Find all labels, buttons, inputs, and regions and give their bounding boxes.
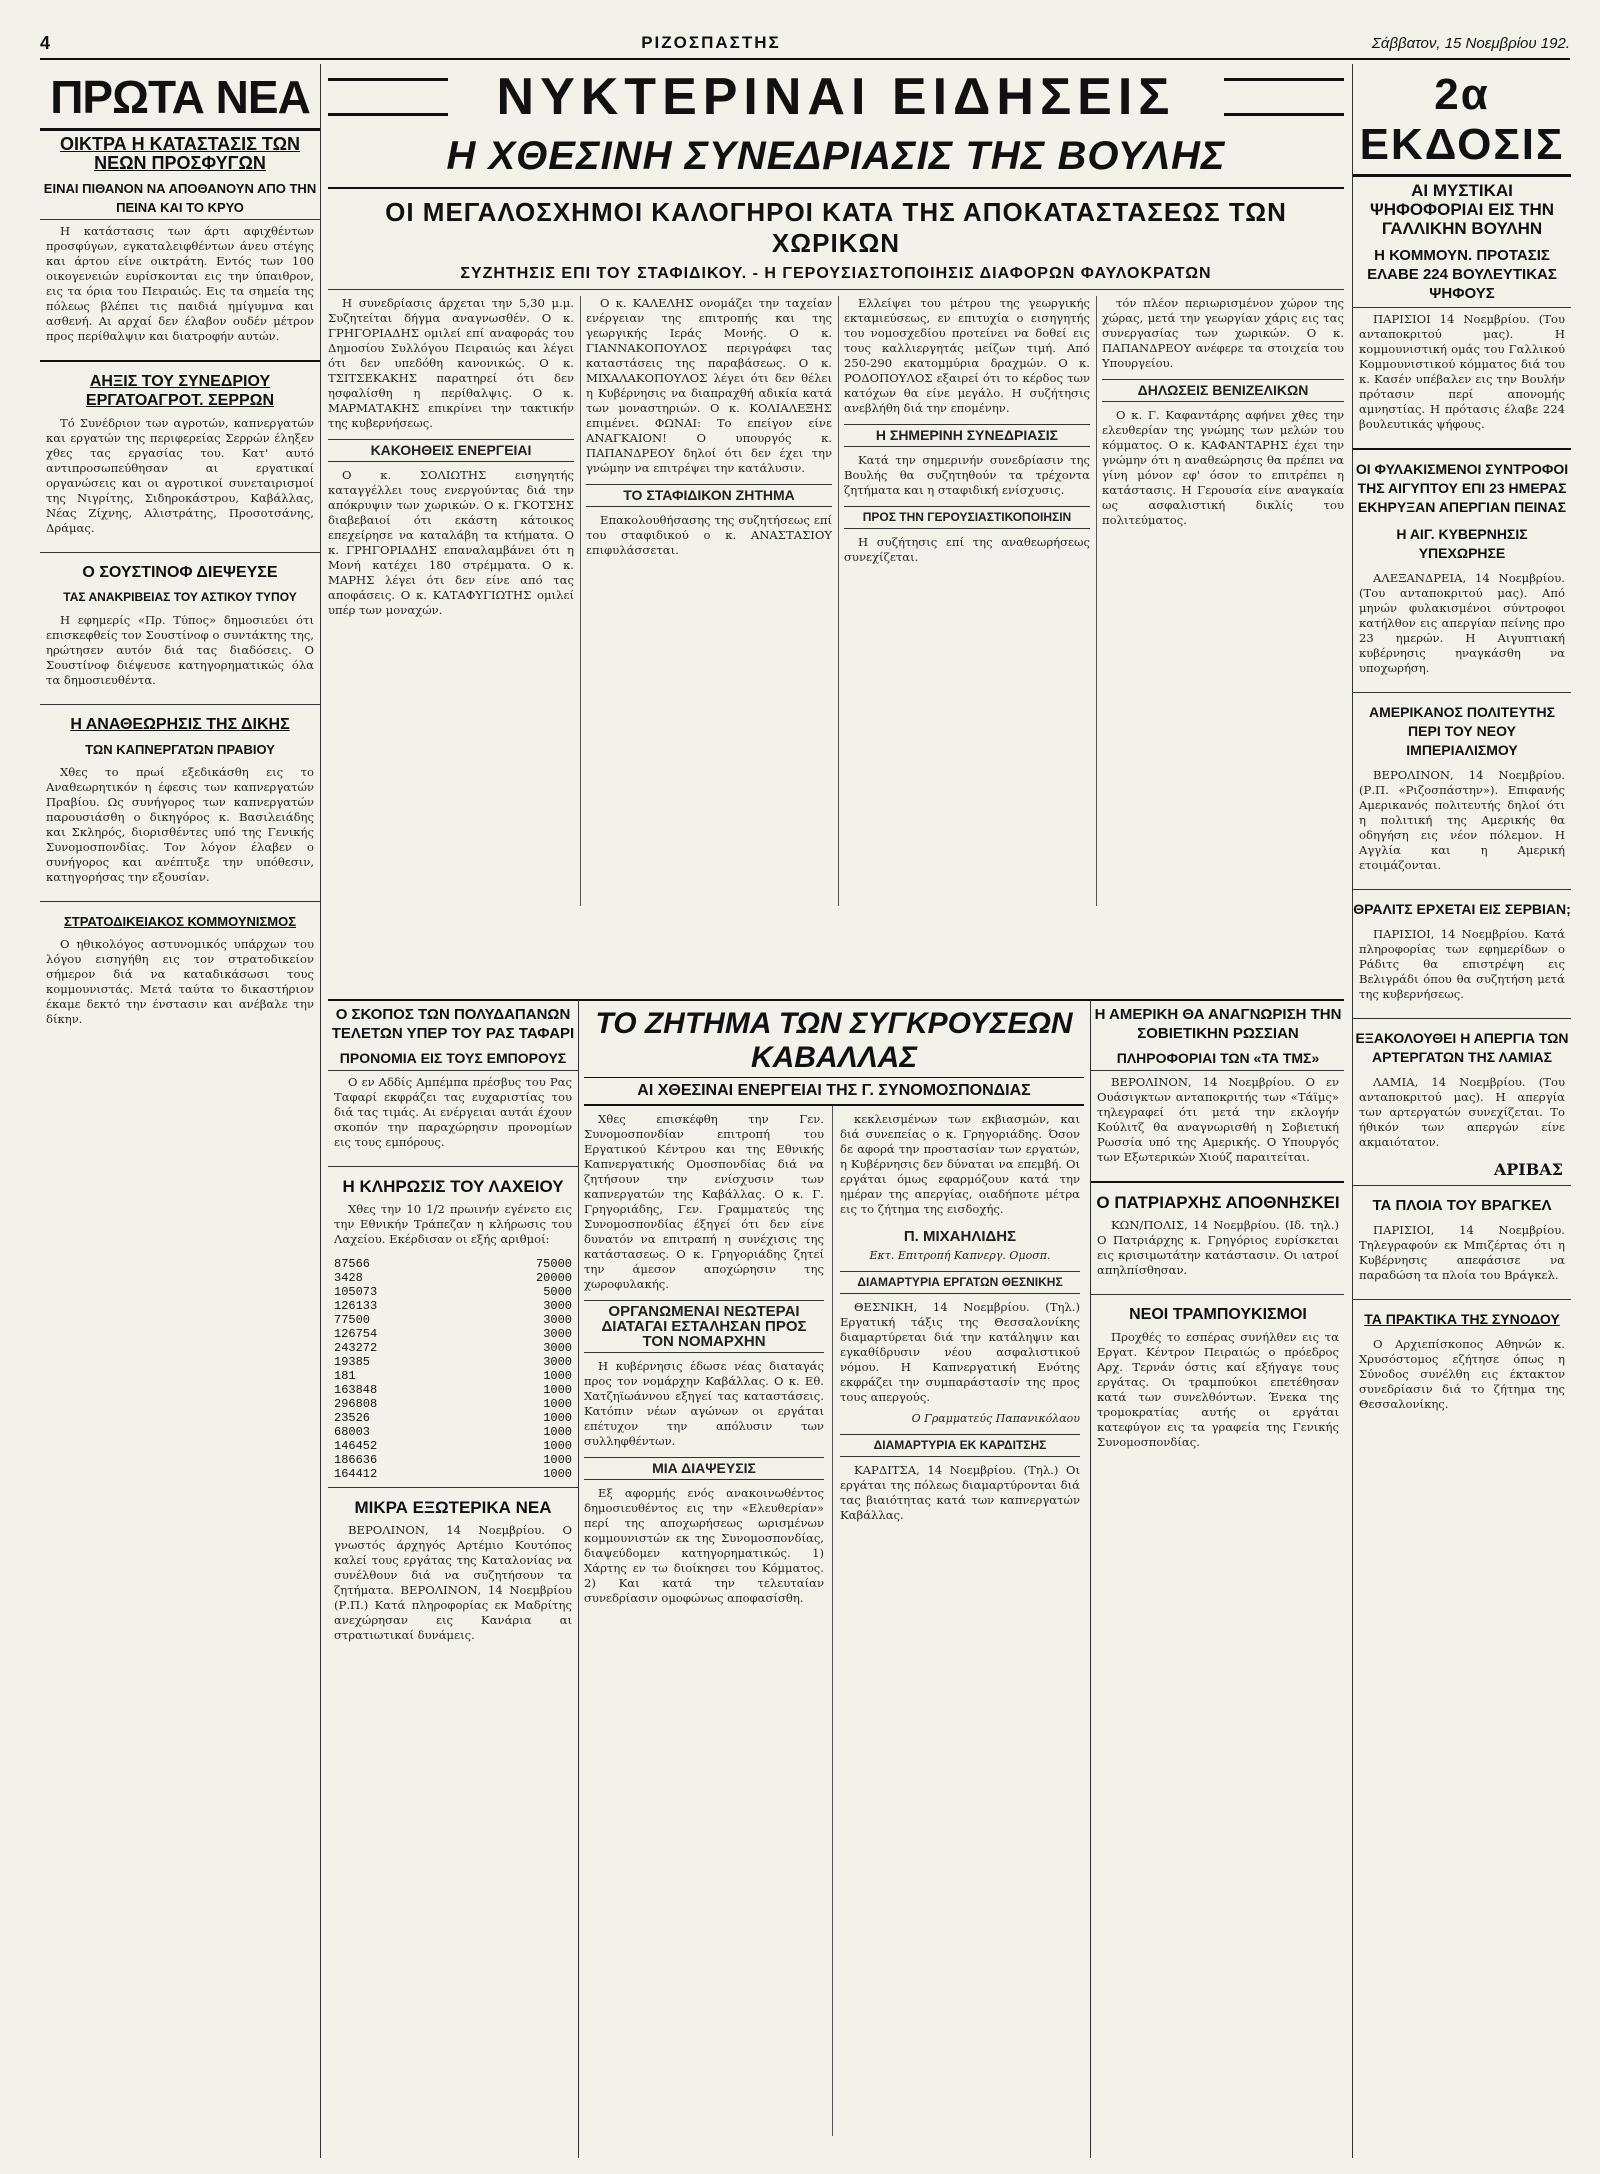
mid-story1-body: Ο εν Αδδίς Αμπέμπα πρέσβυς του Ρας Ταφαρί εκφράζει τας ευχαριστίας του διά τας τιμάς. Αι ενέργειαι αυτάι έχουν σκοπόν την παραχώρησιν προνομίων εις τους εμπόρους.: [334, 1075, 572, 1149]
patriarch-body: ΚΩΝ/ΠΟΛΙΣ, 14 Νοεμβρίου. (Ιδ. τηλ.) Ο Πατριάρχης κ. Γρηγόριος ευρίσκεται εις κρισιμωτάτην κατάστασιν. Οι ιατροί απηλπίσθησαν.: [1097, 1218, 1339, 1277]
lottery-row: [328, 1327, 578, 1341]
right-story1-subtitle: Η ΚΟΜΜΟΥΝ. ΠΡΟΤΑΣΙΣ ΕΛΑΒΕ 224 ΒΟΥΛΕΥΤΙΚΑΣ ΨΗΦΟΥΣ: [1353, 242, 1571, 308]
lottery-number: 68003: [334, 1425, 371, 1439]
lottery-prize: 3000: [543, 1355, 572, 1369]
kavala-body2: Η κυβέρνησις έδωσε νέας διαταγάς προς τον νομάρχην Καβάλλας. Ο κ. Εθ. Χατζηϊωάννου εξηγεί τας καταστάσεις. Κατόπιν νέων αγώνων οι εργάται επέτυχον την απόλυσιν των συλληφθέντων.: [584, 1359, 824, 1448]
lottery-row: [328, 1383, 578, 1397]
page-number: 4: [40, 32, 51, 53]
lottery-row: [328, 1369, 578, 1383]
left-story1-subtitle: ΕΙΝΑΙ ΠΙΘΑΝΟΝ ΝΑ ΑΠΟΘΑΝΟΥΝ ΑΠΟ ΤΗΝ ΠΕΙΝΑ ΚΑΙ ΤΟ ΚΡΥΟ: [40, 175, 320, 220]
mid-story1-subtitle: ΠΡΟΝΟΜΙΑ ΕΙΣ ΤΟΥΣ ΕΜΠΟΡΟΥΣ: [328, 1045, 578, 1071]
lottery-prize: 20000: [535, 1271, 572, 1285]
lottery-number: 19385: [334, 1355, 371, 1369]
issue-date: Σάββατον, 15 Νοεμβρίου 192.: [1371, 34, 1570, 52]
running-header: [40, 28, 1570, 60]
kavala-body: Χθες επισκέφθη την Γεν. Συνομοσπονδίαν επιτροπή του Εργατικού Κέντρου και της Εθνικής Καπνεργατικής Ομοσπονδίας διά να ζητήσουν την ενίσχυσιν των καπνεργατών της Καβάλλας. Ο κ. Γ. Γρηγοριάδης, Γεν. Γραμματεύς της Συνομοσπονδίας έξηγεί ότι δεν είνε δυνατόν να επιτραπή η συνέχισις της κατάστασεως. Ο κ. Γρηγοριάδης ζητεί την άμεσον αποχώρησιν της χωροφυλακής.: [584, 1112, 824, 1291]
right-story6-body: ΠΑΡΙΣΙΟΙ, 14 Νοεμβρίου. Τηλεγραφούν εκ Μπιζέρτας ότι η Κυβέρνησις απεφάσισε να παραδώση τα πλοία του Βράγκελ.: [1359, 1223, 1565, 1282]
parliament-deck: ΣΥΖΗΤΗΣΙΣ ΕΠΙ ΤΟΥ ΣΤΑΦΙΔΙΚΟΥ. - Η ΓΕΡΟΥΣΙΑΣΤΟΠΟΙΗΣΙΣ ΔΙΑΦΟΡΩΝ ΦΑΥΛΟΚΡΑΤΩΝ: [328, 263, 1344, 290]
left-story5-body: Ο ηθικολόγος αστυνομικός υπάρχων του λόγου εισηγήθη εις τον στρατοδικείον σήμερον διά να καταδικάσωσι τους κομμουνιστάς. Μετά ταύτα το δικαστήριον έκαμε δεκτό την ένστασιν και ανέβαλε την δίκην.: [46, 937, 314, 1026]
mid-story3-title: ΜΙΚΡΑ ΕΞΩΤΕΡΙΚΑ ΝΕΑ: [354, 1498, 552, 1517]
parliament-col4-text: τόν πλέον περιωρισμένον χώρον της χώρας, μετά την γεωργίαν χάρις εις τας συνεργασίας των χωρικών. Ο κ. ΠΑΠΑΝΔΡΕΟΥ ανέφερε τα στοιχεία του Υπουργείου.: [1102, 296, 1344, 370]
left-story4-subtitle: ΤΩΝ ΚΑΠΝΕΡΓΑΤΩΝ ΠΡΑΒΙΟΥ: [85, 742, 275, 757]
center-section: [328, 64, 1344, 2158]
lottery-row: [328, 1285, 578, 1299]
lottery-number: 164412: [334, 1467, 378, 1481]
lottery-row: [328, 1425, 578, 1439]
lottery-row: [328, 1397, 578, 1411]
left-story4-title: Η ΑΝΑΘΕΩΡΗΣΙΣ ΤΗΣ ΔΙΚΗΣ: [70, 716, 290, 733]
thugs-body: Προχθές το εσπέρας συνήλθεν εις τα Εργατ. Κέντρον Πειραιώς ο πρόεδρος Αρχ. Τερνάν όστις καί εξήγαγε τους εργάτας. Οι τραμπούκοι επετέθησαν κατά των συνελθόντων. Ένεκα της τρομοκρατίας αυτής οι εργάται κατεφύγον εις τα γραφεία της Γενικής Συνομοσπονδίας.: [1097, 1330, 1339, 1449]
lottery-row: [328, 1439, 578, 1453]
parliament-col3-head2: ΠΡΟΣ ΤΗΝ ΓΕΡΟΥΣΙΑΣΤΙΚΟΠΟΙΗΣΙΝ: [844, 506, 1090, 529]
lottery-number: 87566: [334, 1257, 371, 1271]
mid-story2-body: Χθες την 10 1/2 πρωινήν εγένετο εις την Εθνικήν Τράπεζαν η κλήρωσις του Λαχείου. Εκέρδισαν οι εξής αριθμοί:: [334, 1202, 572, 1246]
night-news-title: ΝΥΚΤΕΡΙΝΑΙ ΕΙΔΗΣΕΙΣ: [448, 68, 1224, 126]
parliament-col3-head: Η ΣΗΜΕΡΙΝΗ ΣΥΝΕΔΡΙΑΣΙΣ: [844, 424, 1090, 447]
right-story5-title: ΕΞΑΚΟΛΟΥΘΕΙ Η ΑΠΕΡΓΙΑ ΤΩΝ ΑΡΤΕΡΓΑΤΩΝ ΤΗΣ ΛΑΜΙΑΣ: [1355, 1030, 1569, 1065]
left-story4-body: Χθες το πρωί εξεδικάσθη εις το Αναθεωρητικόν η έφεσις των καπνεργατών Πραβίου. Ως συνήγορος των καπνεργατών παρουσιάσθη ο δικηγόρος κ. Βασιλειάδης και Σκληρός, διορισθέντες υπό της Γενικής Συνομοσπονδίας. Τον λόγον έλαβεν ο συνήγορος και ανέπτυξε την υπόθεσιν, κατηγορήσας την εξουσίαν.: [46, 765, 314, 884]
right-story1-title: ΑΙ ΜΥΣΤΙΚΑΙ ΨΗΦΟΦΟΡΙΑΙ ΕΙΣ ΤΗΝ ΓΑΛΛΙΚΗΝ ΒΟΥΛΗΝ: [1369, 181, 1555, 238]
lottery-prize: 1000: [543, 1411, 572, 1425]
right-story2-subtitle: Η ΑΙΓ. ΚΥΒΕΡΝΗΣΙΣ ΥΠΕΧΩΡΗΣΕ: [1396, 526, 1528, 561]
parliament-subhead: ΟΙ ΜΕΓΑΛΟΣΧΗΜΟΙ ΚΑΛΟΓΗΡΟΙ ΚΑΤΑ ΤΗΣ ΑΠΟΚΑΤΑΣΤΑΣΕΩΣ ΤΩΝ ΧΩΡΙΚΩΝ: [385, 197, 1287, 258]
newspaper-page: [40, 28, 1570, 2158]
parliament-col2-head: ΤΟ ΣΤΑΦΙΔΙΚΟΝ ΖΗΤΗΜΑ: [586, 484, 832, 507]
lottery-number: 126133: [334, 1299, 378, 1313]
lottery-prize: 3000: [543, 1299, 572, 1313]
kavala-title: ΤΟ ΖΗΤΗΜΑ ΤΩΝ ΣΥΓΚΡΟΥΣΕΩΝ ΚΑΒΑΛΛΑΣ: [584, 1001, 1084, 1078]
parliament-col1-text: Η συνεδρίασις άρχεται την 5,30 μ.μ. Συζητείται δήγμα αναγνωσθέν. Ο κ. ΓΡΗΓΟΡΙΑΔΗΣ ομιλεί επί αναφοράς του Δημοσίου Συλλόγου Πειραιώς και λέγει ότι δεν υπεδόθη κανονικώς. Ο κ. ΤΣΙΤΣΕΚΑΚΗΣ παρατηρεί ότι δεν ησφαλίσθη η περίθαλψις. Ο κ. ΜΑΡΜΑΤΑΚΗΣ επικρίνει την τακτικήν της κυβερνήσεως.: [328, 296, 574, 430]
thugs-title: ΝΕΟΙ ΤΡΑΜΠΟΥΚΙΣΜΟΙ: [1129, 1306, 1307, 1323]
right-story2-title: ΟΙ ΦΥΛΑΚΙΣΜΕΝΟΙ ΣΥΝΤΡΟΦΟΙ ΤΗΣ ΑΙΓΥΠΤΟΥ ΕΠΙ 23 ΗΜΕΡΑΣ ΕΚΗΡΥΞΑΝ ΑΠΕΡΓΙΑΝ ΠΕΙΝΑΣ: [1355, 461, 1569, 515]
lottery-row: [328, 1257, 578, 1271]
inner-right-column: [1090, 1001, 1344, 2158]
lottery-number: 163848: [334, 1383, 378, 1397]
parliament-headline: Η ΧΘΕΣΙΝΗ ΣΥΝΕΔΡΙΑΣΙΣ ΤΗΣ ΒΟΥΛΗΣ: [328, 126, 1344, 189]
left-story3-body: Η εφημερίς «Πρ. Τύπος» δημοσιεύει ότι επισκεφθείς τον Σουστίνοφ ο συντάκτης της, ηρώτησεν αυτόν διά τας διαδόσεις. Ο Σουστίνοφ διέψευσε κατηγορηματικώς όλα τα δημοσιευθέντα.: [46, 613, 314, 687]
lottery-number: 181: [334, 1369, 356, 1383]
thessaloniki-protest-title: ΔΙΑΜΑΡΤΥΡΙΑ ΕΡΓΑΤΩΝ ΘΕΣΝΙΚΗΣ: [840, 1271, 1080, 1294]
mid-story1-title: Ο ΣΚΟΠΟΣ ΤΩΝ ΠΟΛΥΔΑΠΑΝΩΝ ΤΕΛΕΤΩΝ ΥΠΕΡ ΤΟΥ ΡΑΣ ΤΑΦΑΡΙ: [331, 1006, 575, 1042]
lottery-row: [328, 1355, 578, 1369]
right-story4-title: ΘΡΑΛΙΤΣ ΕΡΧΕΤΑΙ ΕΙΣ ΣΕΡΒΙΑΝ;: [1353, 901, 1571, 917]
parliament-col4-text2: Ο κ. Γ. Καφαντάρης αφήνει χθες την ελευθερίαν της γνώμης των μελών του κόμματος. Ο κ. ΚΑΦΑΝΤΑΡΗΣ έχει την γνώμην ότι η αναθεώρησις θα πρέπει να γίνη μόνον εφ' όσον το επιτρέπει η κατάστασις. Η Γερουσία είνε αναγκαία ως ασφαλιστική δικλίς του πολιτεύματος.: [1102, 408, 1344, 527]
lottery-prize: 3000: [543, 1341, 572, 1355]
left-column: [40, 64, 321, 2158]
left-story5-title: ΣΤΡΑΤΟΔΙΚΕΙΑΚΟΣ ΚΟΜΜΟΥΝΙΣΜΟΣ: [63, 914, 297, 929]
parliament-col1-head: ΚΑΚΟΗΘΕΙΣ ΕΝΕΡΓΕΙΑΙ: [328, 439, 574, 462]
lottery-row: [328, 1411, 578, 1425]
kavala-denial-body: Εξ αφορμής ενός ανακοινωθέντος δημοσιευθέντος εις την «Ελευθερίαν» περί της αποχωρήσεως ωρισμένων κομμουνιστών εκ της Συνομοσπονδίας, διαψεύδομεν κατηγορηματικώς. 1) Χάρτης εν τω διοίκησει του Κόμματος. 2) Και κατά την τελευταίαν συνεδρίασιν ομοφώνως αποφασίσθη.: [584, 1486, 824, 1605]
lottery-prize: 75000: [535, 1257, 572, 1271]
lottery-row: [328, 1313, 578, 1327]
lottery-prize: 1000: [543, 1369, 572, 1383]
lottery-row: [328, 1299, 578, 1313]
lottery-results-table: [328, 1257, 578, 1481]
left-story2-title: ΑΗΞΙΣ ΤΟΥ ΣΥΝΕΔΡΙΟΥ ΕΡΓΑΤΟΑΓΡΟΤ. ΣΕΡΡΩΝ: [85, 373, 275, 409]
parliament-col1-text2: Ο κ. ΣΟΛΙΩΤΗΣ εισηγητής καταγγέλλει τους ενεργούντας διά την απόκρυψιν των χωρικών. Ο κ. ΓΚΟΤΣΗΣ διαβεβαιοί ότι εκάστη κάτοικος επεχείρησε να καταλάβη τα κτήματα. Ο κ. ΓΡΗΓΟΡΙΑΔΗΣ επαναλαμβάνει ότι η Μονή κατέχει 180 στρέμματα. Ο κ. ΜΑΡΗΣ λέγει ότι δεν είνε από τας αποφάσεις. Ο κ. ΚΑΤΑΦΥΓΙΩΤΗΣ ομιλεί υπέρ των μοναχών.: [328, 468, 574, 617]
left-story1-body: Η κατάστασις των άρτι αφιχθέντων προσφύγων, εγκαταλειφθέντων άνευ στέγης και άρτου είνε οικτράτη. Εντός των 100 οικογενειών ευρίσκονται εις την ύπαιθρον, εις τα όρια του Πειραιώς. Εις τα σημεία της πόλεως βλέπει τις παιδιά ημίγυμνα και ασθενή. Αι αρχαί δεν έλαβον ουδέν μέτρον προς περίθαλψιν και διατροφήν αυτών.: [46, 224, 314, 343]
right-column: [1352, 64, 1571, 2158]
karditsa-protest-title: ΔΙΑΜΑΡΤΥΡΙΑ ΕΚ ΚΑΡΔΙΤΣΗΣ: [840, 1434, 1080, 1457]
mid-column: [328, 1001, 579, 2158]
lottery-row: [328, 1453, 578, 1467]
lottery-number: 105073: [334, 1285, 378, 1299]
lottery-row: [328, 1271, 578, 1285]
lottery-prize: 5000: [543, 1285, 572, 1299]
lottery-prize: 1000: [543, 1383, 572, 1397]
left-story3-subtitle: ΤΑΣ ΑΝΑΚΡΙΒΕΙΑΣ ΤΟΥ ΑΣΤΙΚΟΥ ΤΥΠΟΥ: [63, 590, 297, 604]
lottery-number: 77500: [334, 1313, 371, 1327]
kavala-signature-role: Εκτ. Επιτροπή Καπνεργ. Ομοσπ.: [869, 1249, 1051, 1262]
thessaloniki-protest-signature: Ο Γραμματεύς Παπανικόλαου: [911, 1412, 1080, 1425]
right-story3-body: ΒΕΡΟΛΙΝΟΝ, 14 Νοεμβρίου. (Ρ.Π. «Ριζοσπάστην»). Επιφανής Αμερικανός πολιτευτής δηλοί ότι η πολιτική της Αμερικής θα οδηγήση εις νέον πόλεμον. Η Αγγλία και η Αμερική ετοιμάζονται.: [1359, 768, 1565, 872]
lottery-number: 23526: [334, 1411, 371, 1425]
mid-story3-body: ΒΕΡΟΛΙΝΟΝ, 14 Νοεμβρίου. Ο γνωστός άρχηγός Αρτέμιο Κουτόπος καλεί τους εργάτας της Καταλονίας να συνέλθουν διά να συζητήσουν τα ζητήματα. ΒΕΡΟΛΙΝΟΝ, 14 Νοεμβρίου (Ρ.Π.) Κατά πληροφορίας εκ Μαδρίτης ανεχώρησαν εις Κανάρια αι στρατιωτικαί δυνάμεις.: [334, 1523, 572, 1642]
kavala-denial-title: ΜΙΑ ΔΙΑΨΕΥΣΙΣ: [584, 1457, 824, 1480]
lottery-number: 126754: [334, 1327, 378, 1341]
right-story2-body: ΑΛΕΞΑΝΔΡΕΙΑ, 14 Νοεμβρίου. (Του ανταποκριτού μας). Από μηνών φυλακισμένοι σύντροφοι κατήλθον εις απεργίαν πείνης προ 23 ημερών. Η Αιγυπτιακή κυβέρνησις ηναγκάσθη να υποχωρήση.: [1359, 571, 1565, 675]
parliament-story: [328, 296, 1344, 916]
lottery-row: [328, 1341, 578, 1355]
left-story1-title: ΟΙΚΤΡΑ Η ΚΑΤΑΣΤΑΣΙΣ ΤΩΝ ΝΕΩΝ ΠΡΟΣΦΥΓΩΝ: [60, 134, 300, 173]
patriarch-title: Ο ΠΑΤΡΙΑΡΧΗΣ ΑΠΟΘΝΗΣΚΕΙ: [1096, 1193, 1340, 1212]
right-story4-body: ΠΑΡΙΣΙΟΙ, 14 Νοεμβρίου. Κατά πληροφορίας των εφημερίδων ο Ράδιτς θα επιστρέψη εις Βελιγράδι όπου θα συζητήση μετά της κυβερνήσεως.: [1359, 927, 1565, 1001]
parliament-col3-text: Ελλείψει του μέτρου της γεωργικής εκταμιεύσεως, εν επιτυχία ο εισηγητής του νομοσχεδίου προτείνει να δοθεί εις τους καλλιεργητάς μείζων τιμή. Από 250-290 εκατομμύρια δραχμών. Ο κ. ΡΟΔΟΠΟΥΛΟΣ εξαιρεί ότι το κέρδος των κατόχων θα είνε μεγάλο. Η συζήτησις ανεβλήθη διά την επομένην.: [844, 296, 1090, 415]
lottery-prize: 3000: [543, 1327, 572, 1341]
left-story3-title: Ο ΣΟΥΣΤΙΝΟΦ ΔΙΕΨΕΥΣΕ: [82, 564, 278, 581]
thessaloniki-protest-body: ΘΕΣΝΙΚΗ, 14 Νοεμβρίου. (Τηλ.) Εργατική τάξις της Θεσσαλονίκης διαμαρτύρεται διά την κατάληψιν και εγκαθίδρυσιν νέου ασφαλιστικού νόμου. Η Καπνεργατική Ενότης εκφράζει την συμπαράστασίν της προς τους απεργούς.: [840, 1300, 1080, 1404]
parliament-col4-head: ΔΗΛΩΣΕΙΣ ΒΕΝΙΖΕΛΙΚΩΝ: [1102, 379, 1344, 402]
lottery-prize: 3000: [543, 1313, 572, 1327]
america-subtitle: ΠΛΗΡΟΦΟΡΙΑΙ ΤΩΝ «ΤΑ ΤΜΣ»: [1091, 1045, 1344, 1071]
lottery-row: [328, 1467, 578, 1481]
lottery-prize: 1000: [543, 1425, 572, 1439]
right-story5-signature: ΑΡΙΒΑΣ: [1493, 1160, 1563, 1179]
lottery-prize: 1000: [543, 1397, 572, 1411]
america-body: ΒΕΡΟΛΙΝΟΝ, 14 Νοεμβρίου. Ο εν Ουάσιγκτων ανταποκριτής των «Τάϊμς» τηλεγραφεί ότι μετά την εκλογήν Κούλιτζ θα αναγνωρισθή η Σοβιετική Ρωσσία υπό της Αμερικής. Ο Υπουργός των Εξωτερικών Χιούζ παραιτείται.: [1097, 1075, 1339, 1164]
masthead: ΡΙΖΟΣΠΑΣΤΗΣ: [641, 33, 781, 52]
parliament-col2-text2: Επακολουθήσασης της συζητήσεως επί του σταφιδικού ο κ. ΑΝΑΣΤΑΣΙΟΥ επιφυλάσσεται.: [586, 513, 832, 557]
lottery-prize: 1000: [543, 1439, 572, 1453]
left-story2-body: Τό Συνέδριον των αγροτών, καπνεργατών και εργατών της περιφερείας Σερρών έληξεν χθες τας εργασίας του. Κατ' αυτό αντιπροσωπεύθησαν αι εργατικαί οργανώσεις και οι αγροτικοί συνεταιρισμοί της Νιγρίτης, Σιδηροκάστρου, Καβάλλας, Νέας Ζίχνης, Αλιστράτης, Προσοτσάνης, Δράμας.: [46, 416, 314, 535]
right-story3-title: ΑΜΕΡΙΚΑΝΟΣ ΠΟΛΙΤΕΥΤΗΣ ΠΕΡΙ ΤΟΥ ΝΕΟΥ ΙΜΠΕΡΙΑΛΙΣΜΟΥ: [1369, 704, 1555, 758]
kavala-subtitle: ΑΙ ΧΘΕΣΙΝΑΙ ΕΝΕΡΓΕΙΑΙ ΤΗΣ Γ. ΣΥΝΟΜΟΣΠΟΝΔΙΑΣ: [584, 1078, 1084, 1106]
kavala-story: [584, 1001, 1084, 2158]
night-news-banner: [328, 68, 1344, 126]
lottery-number: 243272: [334, 1341, 378, 1355]
kavala-banner: ΟΡΓΑΝΩΜΕΝΑΙ ΝΕΩΤΕΡΑΙ ΔΙΑΤΑΓΑΙ ΕΣΤΑΛΗΣΑΝ ΠΡΟΣ ΤΟΝ ΝΟΜΑΡΧΗΝ: [584, 1300, 824, 1353]
mid-story2-title: Η ΚΛΗΡΩΣΙΣ ΤΟΥ ΛΑΧΕΙΟΥ: [342, 1177, 564, 1196]
parliament-col2-text: Ο κ. ΚΑΛΕΛΗΣ ονομάζει την ταχείαν ενέργειαν της επιτροπής και της γεωργικής Ιεράς Μονής. Ο κ. ΓΙΑΝΝΑΚΟΠΟΥΛΟΣ περιγράφει τας καταστάσεις της παραβάσεως. Ο κ. ΜΙΧΑΛΑΚΟΠΟΥΛΟΣ λέγει ότι δεν θέλει η Κυβέρνησις να διαπραχθή αδικία κατά των μοναστηριών. Ο κ. ΚΟΛΙΑΛΕΞΗΣ επιμένει. ΦΩΝΑΙ: Το επείγον είνε ΑΝΑΓΚΑΙΟΝ! Ο υπουργός κ. ΠΑΠΑΝΔΡΕΟΥ δηλοί ότι δεν έχει την γνώμην να επιτρέψει την κατάλυσιν.: [586, 296, 832, 475]
lottery-number: 3428: [334, 1271, 363, 1285]
right-story6-title: ΤΑ ΠΛΟΙΑ ΤΟΥ ΒΡΑΓΚΕΛ: [1372, 1197, 1552, 1214]
right-story5-body: ΛΑΜΙΑ, 14 Νοεμβρίου. (Του ανταποκριτού μας). Η απεργία των αρτεργατών συνεχίζεται. Το ήθικόν των απεργών είνε ακμαιότατον.: [1359, 1075, 1565, 1149]
lottery-number: 186636: [334, 1453, 378, 1467]
lottery-prize: 1000: [543, 1467, 572, 1481]
karditsa-protest-body: ΚΑΡΔΙΤΣΑ, 14 Νοεμβρίου. (Τηλ.) Οι εργάται της πόλεως διαμαρτύρονται διά τας βιαιότητας κατά των καπνεργατών Καβάλλας.: [840, 1463, 1080, 1522]
parliament-col3-text3: Η συζήτησις επί της αναθεωρήσεως συνεχίζεται.: [844, 535, 1090, 564]
lottery-number: 296808: [334, 1397, 378, 1411]
parliament-col3-text2: Κατά την σημερινήν συνεδρίασιν της Βουλής θα συζητηθούν τα τρέχοντα ζητήματα και η σταφιδική ενίσχυσις.: [844, 453, 1090, 497]
lottery-prize: 1000: [543, 1453, 572, 1467]
second-edition-banner: 2α ΕΚΔΟΣΙΣ: [1353, 64, 1571, 177]
america-title: Η ΑΜΕΡΙΚΗ ΘΑ ΑΝΑΓΝΩΡΙΣΗ ΤΗΝ ΣΟΒΙΕΤΙΚΗΝ ΡΩΣΣΙΑΝ: [1094, 1006, 1342, 1042]
lottery-number: 146452: [334, 1439, 378, 1453]
kavala-col2-body: κεκλεισμένων των εκβιασμών, και διά συνεπείας ο κ. Γρηγοριάδης. Όσον δε αφορά την προστασίαν των εργατών, η Κυβέρνησις δεν δύναται να επεμβή. Οι εργάται όμως εφαρμόζουν κατά την ημέραν της απεργίας, οιαδήποτε μέτρα εις το ζήτημα της εισδοχής.: [840, 1112, 1080, 1216]
left-banner: ΠΡΩΤΑ ΝΕΑ: [40, 64, 320, 131]
right-story1-body: ΠΑΡΙΣΙΟΙ 14 Νοεμβρίου. (Του ανταποκριτού μας). Η κομμουνιστική ομάς του Γαλλικού Κομμουνιστικού κόμματος διά του κ. Κασέν υπέβαλεν εις την Βουλήν πρότασιν περί απονομής αμνηστίας. Η πρότασις έλαβε 224 βουλευτικάς ψήφους.: [1359, 312, 1565, 431]
right-story7-body: Ο Αρχιεπίσκοπος Αθηνών κ. Χρυσόστομος εζήτησε όπως η Σύνοδος συνέλθη εις έκτακτον συνεδρίασιν διά το ζήτημα της Θεσσαλονίκης.: [1359, 1337, 1565, 1411]
right-story7-title: ΤΑ ΠΡΑΚΤΙΚΑ ΤΗΣ ΣΥΝΟΔΟΥ: [1364, 1311, 1560, 1327]
kavala-signature: Π. ΜΙΧΑΗΛΙΔΗΣ: [903, 1228, 1017, 1245]
